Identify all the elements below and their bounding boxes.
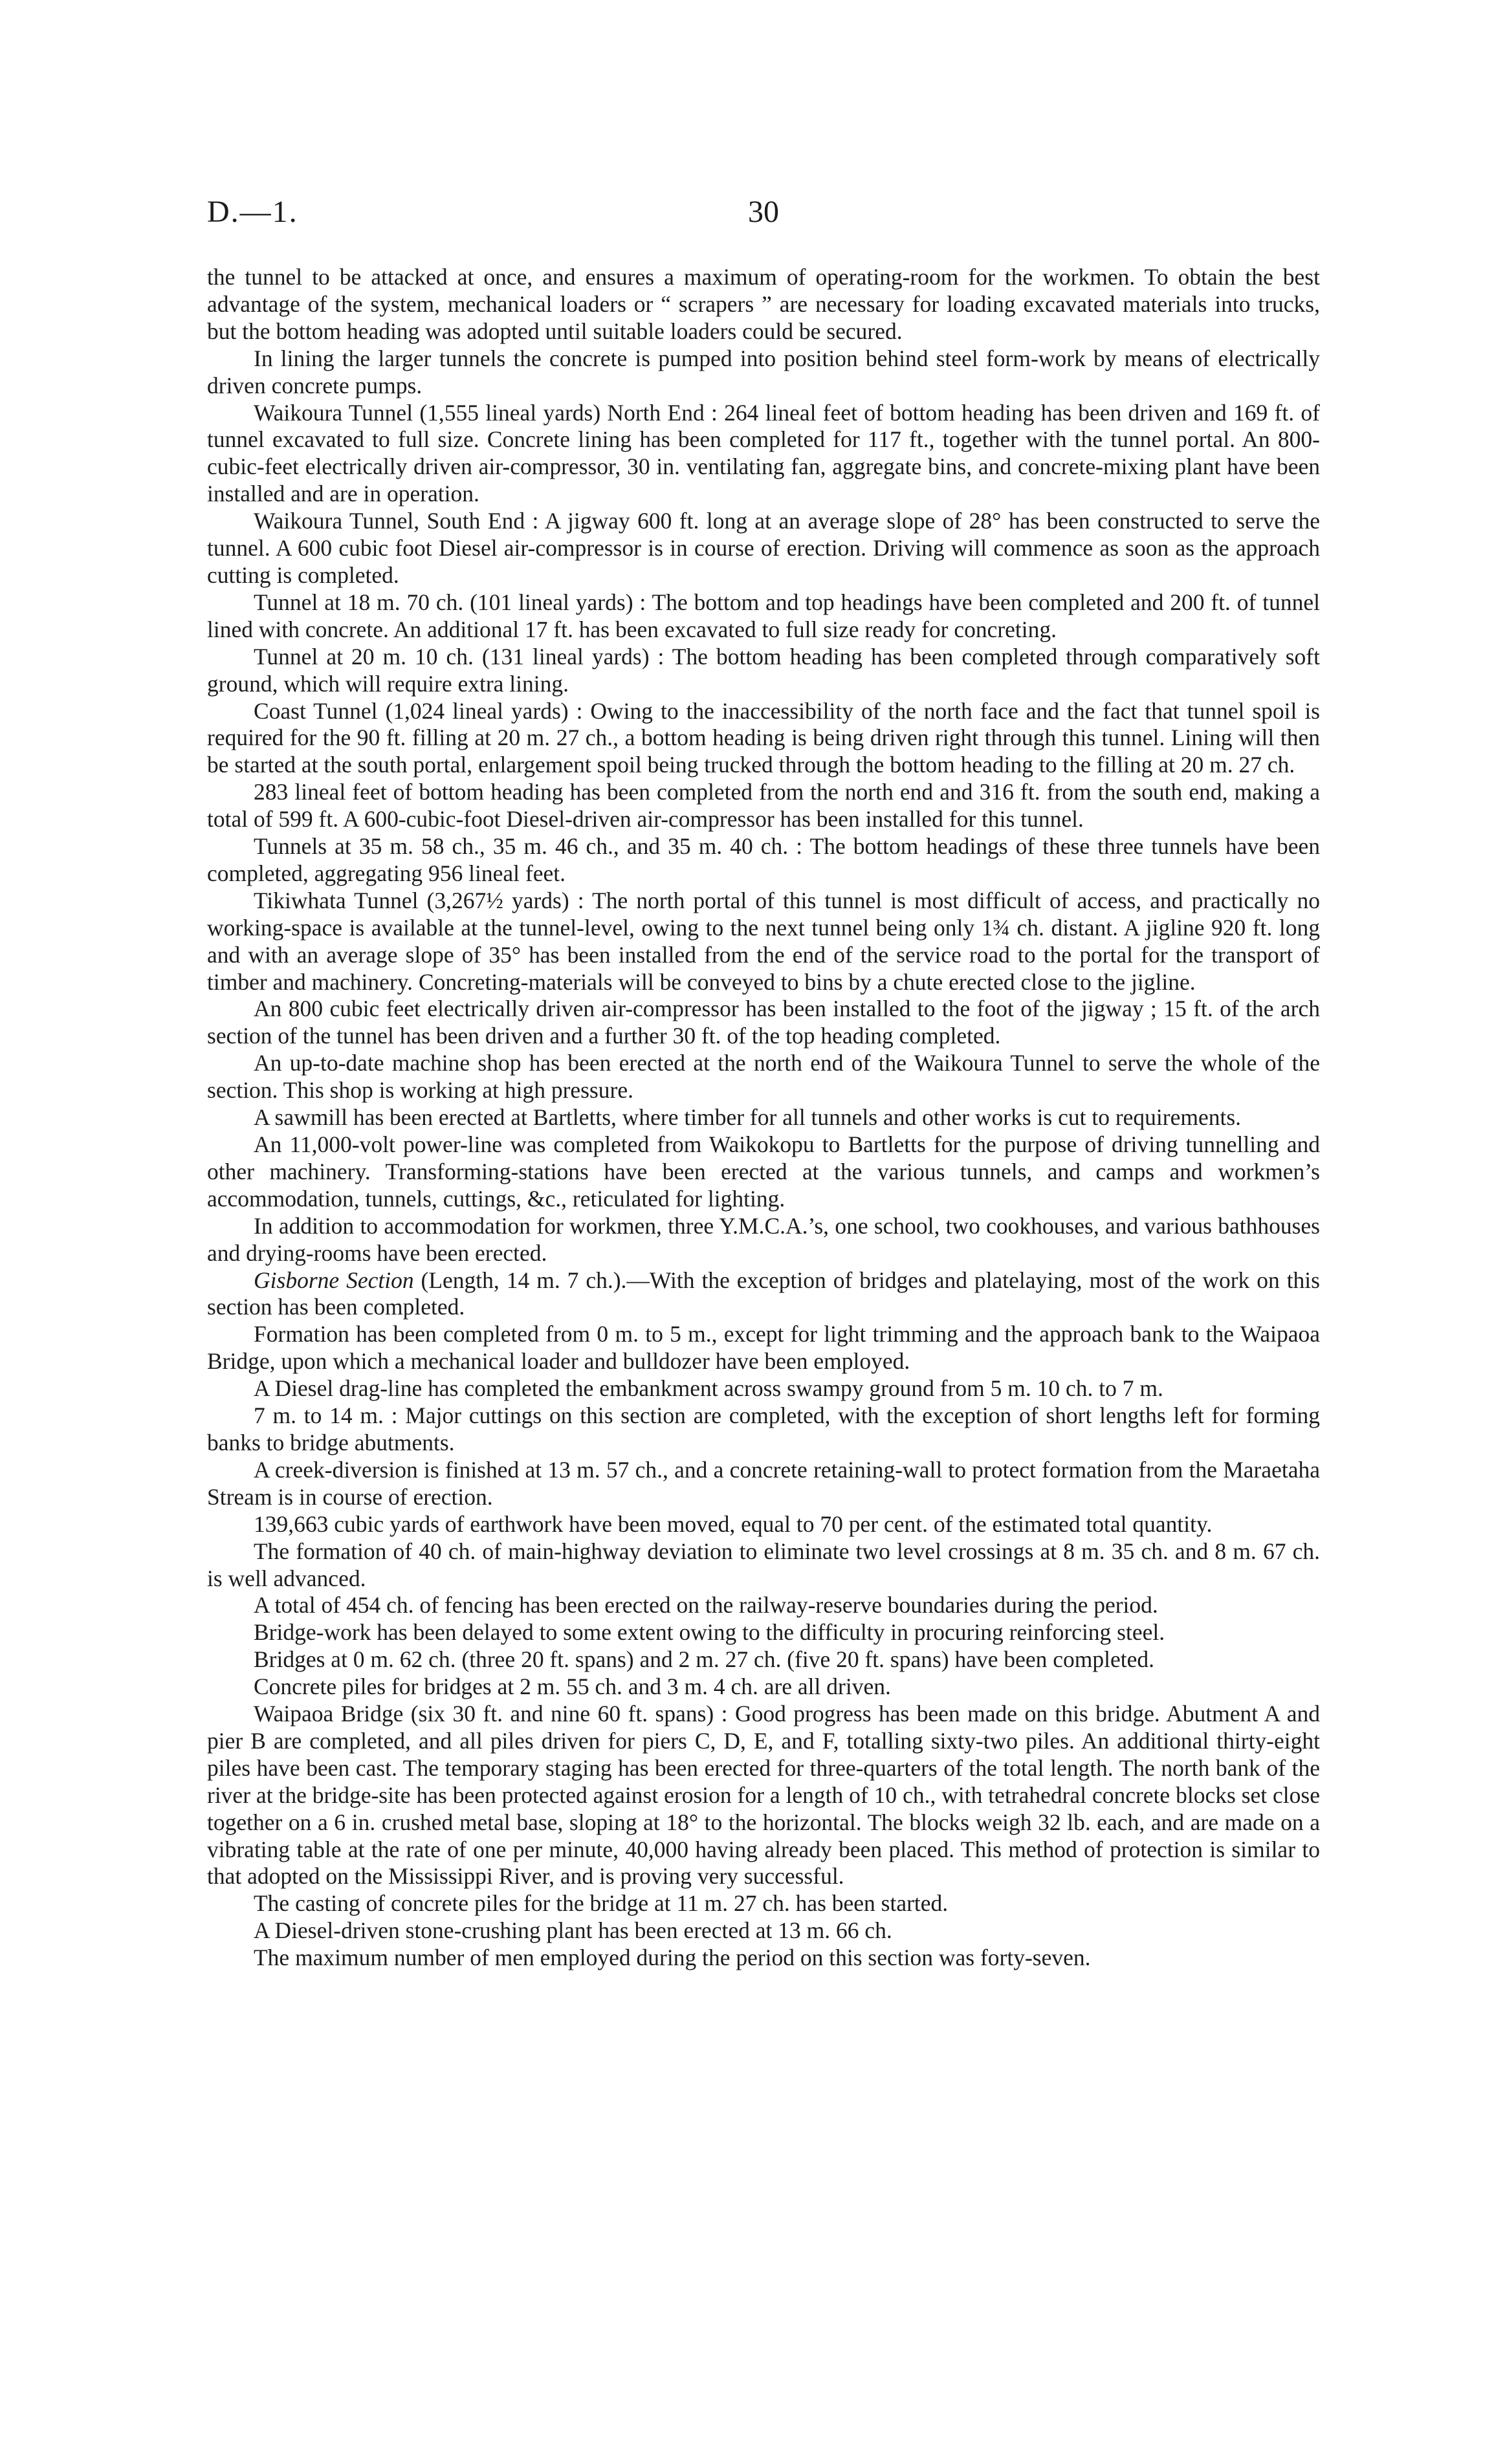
- paragraph: Tikiwhata Tunnel (3,267½ yards) : The north portal of this tunnel is most difficult of access, and practically no working-space is available at the tunnel-level, owing to the next tunnel being only 1¾ ch. distant. A jigline 920 ft. long and with an average slope of 35° has been installed from the end of the service road to the portal for the transport of timber and machinery. Concreting-materials will be conveyed to bins by a chute erected close to the jigline.: [207, 887, 1320, 995]
- paragraph: An up-to-date machine shop has been erected at the north end of the Waikoura Tunnel to serve the whole of the section. This shop is working at high pressure.: [207, 1050, 1320, 1104]
- paragraph: A Diesel-driven stone-crushing plant has been erected at 13 m. 66 ch.: [254, 1917, 892, 1944]
- section-intro: (Length, 14 m. 7 ch.).—With the exception of bridges and platelaying, most of the work on this section has been completed.: [207, 1267, 1320, 1320]
- paragraph: Bridges at 0 m. 62 ch. (three 20 ft. spans) and 2 m. 27 ch. (five 20 ft. spans) have been completed.: [254, 1646, 1155, 1673]
- paragraph: 7 m. to 14 m. : Major cuttings on this section are completed, with the exception of short lengths left for forming banks to bridge abutments.: [207, 1402, 1320, 1456]
- paragraph: the tunnel to be attacked at once, and ensures a maximum of operating-room for the workmen. To obtain the best advantage of the system, mechanical loaders or “ scrapers ” are necessary for loading excavated materials into trucks, but the bottom heading was adopted until suitable loaders could be secured.: [207, 264, 1320, 344]
- section-heading: Gisborne Section: [254, 1267, 414, 1293]
- paragraph: Tunnels at 35 m. 58 ch., 35 m. 46 ch., and 35 m. 40 ch. : The bottom headings of these three tunnels have been completed, aggregating 956 lineal feet.: [207, 833, 1320, 886]
- paragraph: An 800 cubic feet electrically driven air-compressor has been installed to the foot of the jigway ; 15 ft. of the arch section of the tunnel has been driven and a further 30 ft. of the top heading completed.: [207, 996, 1320, 1049]
- paragraph: A Diesel drag-line has completed the embankment across swampy ground from 5 m. 10 ch. to 7 m.: [254, 1375, 1163, 1402]
- paragraph: Concrete piles for bridges at 2 m. 55 ch. and 3 m. 4 ch. are all driven.: [254, 1674, 891, 1700]
- paragraph: The maximum number of men employed during the period on this section was forty-seven.: [254, 1945, 1091, 1971]
- body-text: [207, 264, 1320, 1972]
- page-header: [207, 194, 1320, 233]
- paragraph: Waikoura Tunnel, South End : A jigway 600 ft. long at an average slope of 28° has been constructed to serve the tunnel. A 600 cubic foot Diesel air-compressor is in course of erection. Driving will commence as soon as the approach cutting is completed.: [207, 508, 1320, 588]
- paragraph: A sawmill has been erected at Bartletts, where timber for all tunnels and other works is cut to requirements.: [254, 1104, 1242, 1131]
- paragraph: 283 lineal feet of bottom heading has been completed from the north end and 316 ft. from the south end, making a total of 599 ft. A 600-cubic-foot Diesel-driven air-compressor has been installed for this tunnel.: [207, 779, 1320, 833]
- paragraph: Bridge-work has been delayed to some extent owing to the difficulty in procuring reinforcing steel.: [254, 1619, 1165, 1646]
- paragraph: Tunnel at 18 m. 70 ch. (101 lineal yards) : The bottom and top headings have been completed and 200 ft. of tunnel lined with concrete. An additional 17 ft. has been excavated to full size ready for concreting.: [207, 589, 1320, 642]
- section-paragraph: [207, 1267, 1320, 1322]
- paragraph: A creek-diversion is finished at 13 m. 57 ch., and a concrete retaining-wall to protect formation from the Maraetaha Stream is in course of erection.: [207, 1456, 1320, 1510]
- document-reference: D.—1.: [207, 195, 298, 229]
- paragraph: Formation has been completed from 0 m. to 5 m., except for light trimming and the approach bank to the Waipaoa Bridge, upon which a mechanical loader and bulldozer have been employed.: [207, 1321, 1320, 1375]
- paragraph: The formation of 40 ch. of main-highway deviation to eliminate two level crossings at 8 m. 35 ch. and 8 m. 67 ch. is well advanced.: [207, 1538, 1320, 1591]
- paragraph: In lining the larger tunnels the concrete is pumped into position behind steel form-work by means of electrically driven concrete pumps.: [207, 345, 1320, 398]
- paragraph: In addition to accommodation for workmen, three Y.M.C.A.’s, one school, two cookhouses, and various bathhouses and drying-rooms have been erected.: [207, 1212, 1320, 1266]
- paragraph: Waikoura Tunnel (1,555 lineal yards) North End : 264 lineal feet of bottom heading has been driven and 169 ft. of tunnel excavated to full size. Concrete lining has been completed for 117 ft., together with the tunnel portal. An 800-cubic-feet electrically driven air-compressor, 30 in. ventilating fan, aggregate bins, and concrete-mixing plant have been installed and are in operation.: [207, 399, 1320, 507]
- paragraph: An 11,000-volt power-line was completed from Waikokopu to Bartletts for the purpose of driving tunnelling and other machinery. Transforming-stations have been erected at the various tunnels, and camps and workmen’s accommodation, tunnels, cuttings, &c., reticulated for lighting.: [207, 1131, 1320, 1212]
- paragraph: Coast Tunnel (1,024 lineal yards) : Owing to the inaccessibility of the north face and the fact that tunnel spoil is required for the 90 ft. filling at 20 m. 27 ch., a bottom heading is being driven right through this tunnel. Lining will then be started at the south portal, enlargement spoil being trucked through the bottom heading to the filling at 20 m. 27 ch.: [207, 697, 1320, 778]
- paragraph: 139,663 cubic yards of earthwork have been moved, equal to 70 per cent. of the estimated total quantity.: [254, 1510, 1213, 1537]
- paragraph: Waipaoa Bridge (six 30 ft. and nine 60 ft. spans) : Good progress has been made on this bridge. Abutment A and pier B are completed, and all piles driven for piers C, D, E, and F, totalling sixty-two piles. An additional thirty-eight piles have been cast. The temporary staging has been erected for three-quarters of the total length. The north bank of the river at the bridge-site has been protected against erosion for a length of 10 ch., with tetrahedral concrete blocks set close together on a 6 in. crushed metal base, sloping at 18° to the horizontal. The blocks weigh 32 lb. each, and are made on a vibrating table at the rate of one per minute, 40,000 having already been placed. This method of protection is similar to that adopted on the Mississippi River, and is proving very successful.: [207, 1701, 1320, 1890]
- page-number: 30: [748, 195, 779, 229]
- paragraph: Tunnel at 20 m. 10 ch. (131 lineal yards) : The bottom heading has been completed through comparatively soft ground, which will require extra lining.: [207, 643, 1320, 697]
- paragraph: A total of 454 ch. of fencing has been erected on the railway-reserve boundaries during the period.: [254, 1592, 1158, 1619]
- paragraph: The casting of concrete piles for the bridge at 11 m. 27 ch. has been started.: [254, 1890, 949, 1917]
